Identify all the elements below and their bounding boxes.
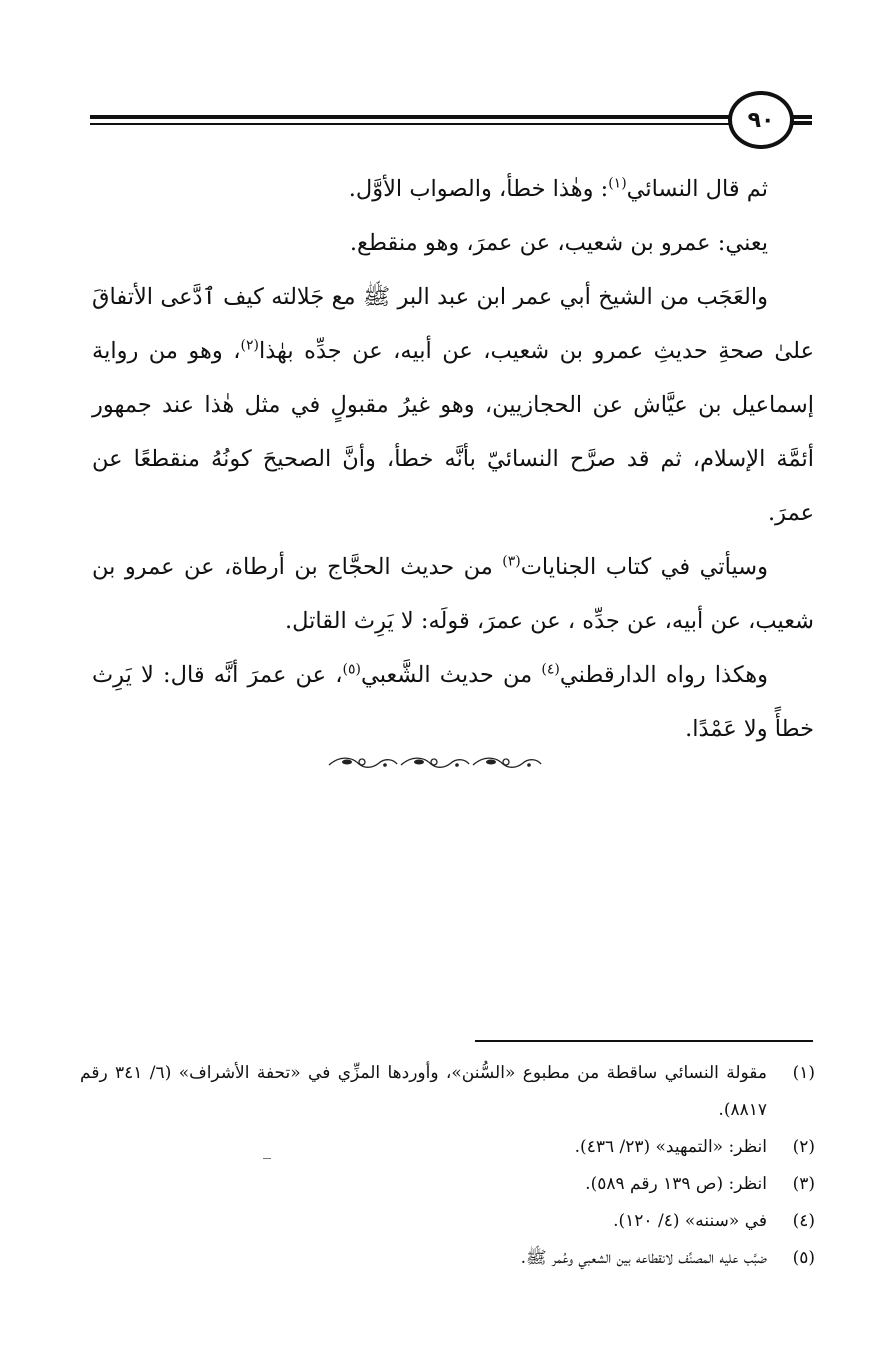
footnote-5: [80, 1240, 815, 1277]
paragraph-5: [92, 648, 814, 756]
footnote-2: [80, 1129, 815, 1166]
footnote-3: [80, 1166, 815, 1203]
footnote-text: مقولة النسائي ساقطة من مطبوع «السُّنن»، وأوردها المزِّي في «تحفة الأشراف» (٦/ ٣٤١ رقم ٨٨١٧).: [80, 1063, 768, 1120]
footnote-1: [80, 1055, 815, 1129]
footnote-text: ضبَّب عليه المصنِّف لانقطاعه بين الشعبي وعُمر ﷺ.: [520, 1248, 767, 1268]
footnote-number: (٥): [792, 1248, 815, 1268]
paragraph-2: يعني: عمرو بن شعيب، عن عمرَ، وهو منقطع.: [349, 230, 768, 256]
paragraph-3: [92, 270, 814, 540]
footnote-ref-2: (٢): [240, 337, 259, 354]
paragraph-5-text-a: وهكذا رواه الدارقطني: [559, 662, 768, 688]
section-end-ornament: [325, 752, 545, 774]
footnote-number: (١): [792, 1063, 815, 1083]
footnote-ref-3: (٣): [502, 553, 521, 570]
footnote-ref-5: (٥): [342, 661, 362, 678]
page-number-badge: [728, 91, 794, 149]
paragraph-5-text-b: من حديث الشَّعبي: [361, 662, 542, 688]
header-rule: [90, 115, 812, 127]
paragraph-3-text-b: ، وهو من رواية إسماعيل بن عيَّاش عن الحجازيين، وهو غيرُ مقبولٍ في مثل هٰذا عند جمهور أئمَّة الإسلام، ثم قد صرَّح النسائيّ بأنَّه خطأ، وأنَّ الصحيحَ كونُهُ منقطعًا عن عمرَ.: [92, 338, 814, 526]
page-number: ٩٠: [747, 107, 775, 133]
footnote-number: (٣): [792, 1174, 815, 1194]
footnote-text: انظر: (ص ١٣٩ رقم ٥٨٩).: [585, 1174, 767, 1194]
paragraph-4-text-b: من حديث الحجَّاج بن أرطاة، عن عمرو بن شعيب، عن أبيه، عن جدِّه ، عن عمرَ، قولَه: لا يَرِث القاتل.: [92, 554, 814, 634]
footnotes: [80, 1055, 815, 1277]
paragraph-3-text-a: والعَجَب من الشيخ أبي عمر ابن عبد البر ﷺ مع جَلالته كيف ٱدَّعى الأتفاقَ علىٰ صحةِ حديثِ عمرو بن شعيب، عن أبيه، عن جدِّه بهٰذا: [92, 284, 815, 364]
footnote-number: (٢): [792, 1137, 815, 1157]
header-rule-thick: [90, 115, 812, 119]
paragraph-1-text-b: : وهٰذا خطأ، والصواب الأوَّل.: [348, 176, 609, 202]
footnote-separator: [475, 1040, 813, 1042]
footnote-text: انظر: «التمهيد» (٢٣/ ٤٣٦).: [574, 1137, 767, 1157]
stray-mark: [263, 1158, 271, 1159]
paragraph-1: [92, 162, 814, 216]
main-text: [92, 162, 814, 756]
footnote-ref-1: (١): [608, 175, 627, 192]
paragraph-1-text-a: ثم قال النسائي: [626, 176, 768, 202]
paragraph-5-text-c: ، عن عمرَ أنَّه قال: لا يَرِث خطأً ولا عَمْدًا.: [92, 662, 814, 742]
footnote-text: في «سننه» (٤/ ١٢٠).: [613, 1211, 767, 1231]
footnote-number: (٤): [792, 1211, 815, 1231]
footnote-ref-4: (٤): [541, 661, 560, 678]
footnote-4: [80, 1203, 815, 1240]
paragraph-4: [92, 540, 814, 648]
header-rule-thin: [90, 123, 812, 125]
paragraph-4-text-a: وسيأتي في كتاب الجنايات: [520, 554, 769, 580]
page-header: [90, 88, 812, 158]
